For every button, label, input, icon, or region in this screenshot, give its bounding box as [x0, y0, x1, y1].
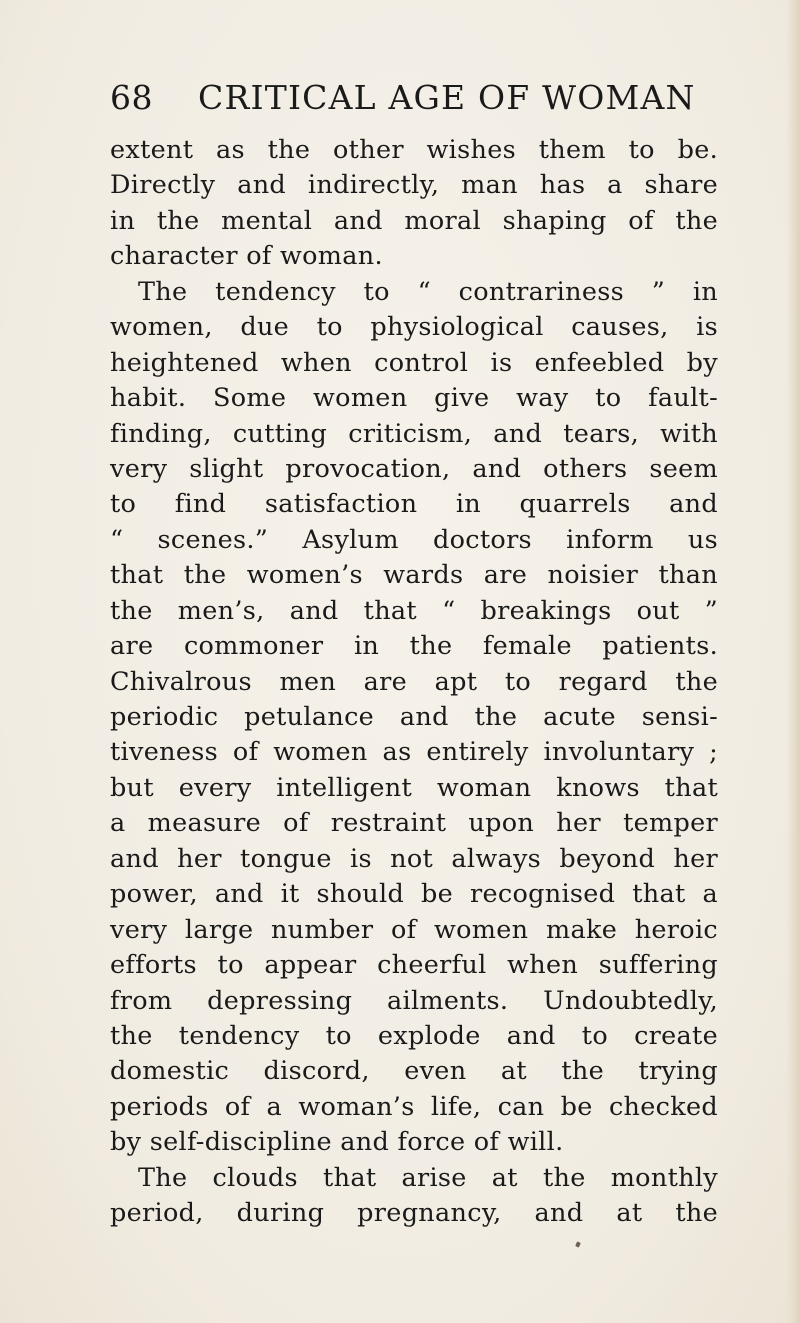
- running-head: [110, 78, 702, 122]
- text-line: a measure of restraint upon her temper: [110, 808, 718, 839]
- text-line: Directly and indirectly, man has a share: [110, 170, 718, 201]
- text-line: periods of a woman’s life, can be checked: [110, 1091, 718, 1122]
- text-line: habit. Some women give way to fault-: [110, 383, 718, 414]
- text-line: periodic petulance and the acute sensi-: [110, 702, 718, 732]
- text-line: domestic discord, even at the trying: [110, 1056, 718, 1087]
- text-line: Chivalrous men are apt to regard the: [110, 666, 718, 697]
- running-title: CRITICAL AGE OF WOMAN: [198, 78, 696, 117]
- text-line: “ scenes.” Asylum doctors inform us: [110, 524, 718, 555]
- text-line: The tendency to “ contrariness ” in: [138, 276, 718, 307]
- text-line: very large number of women make heroic: [110, 914, 718, 945]
- page-edge: [786, 0, 800, 1323]
- text-line: very slight provocation, and others seem: [110, 453, 718, 484]
- text-line: power, and it should be recognised that a: [110, 879, 718, 910]
- text-line: and her tongue is not always beyond her: [110, 843, 718, 874]
- paper-speck: [575, 1241, 581, 1247]
- text-line: in the mental and moral shaping of the: [110, 205, 718, 236]
- text-line: that the women’s wards are noisier than: [110, 560, 718, 591]
- text-line: but every intelligent woman knows that: [110, 772, 718, 803]
- text-line: The clouds that arise at the monthly: [138, 1162, 718, 1193]
- text-line: heightened when control is enfeebled by: [110, 347, 718, 378]
- text-line: character of woman.: [110, 241, 383, 272]
- text-line: period, during pregnancy, and at the: [110, 1198, 718, 1229]
- text-line: from depressing ailments. Undoubtedly,: [110, 985, 718, 1016]
- text-line: extent as the other wishes them to be.: [110, 135, 718, 165]
- text-line: to find satisfaction in quarrels and: [110, 489, 718, 520]
- body-text: [110, 133, 718, 1232]
- text-line: women, due to physiological causes, is: [110, 312, 718, 343]
- page-number: 68: [110, 78, 153, 117]
- text-line: efforts to appear cheerful when suffering: [110, 950, 718, 981]
- text-line: tiveness of women as entirely involuntary ;: [110, 737, 718, 768]
- text-line: by self-discipline and force of will.: [110, 1127, 564, 1158]
- text-line: the men’s, and that “ breakings out ”: [110, 595, 718, 626]
- text-line: finding, cutting criticism, and tears, with: [110, 418, 718, 449]
- text-line: the tendency to explode and to create: [110, 1020, 718, 1051]
- text-line: are commoner in the female patients.: [110, 631, 718, 662]
